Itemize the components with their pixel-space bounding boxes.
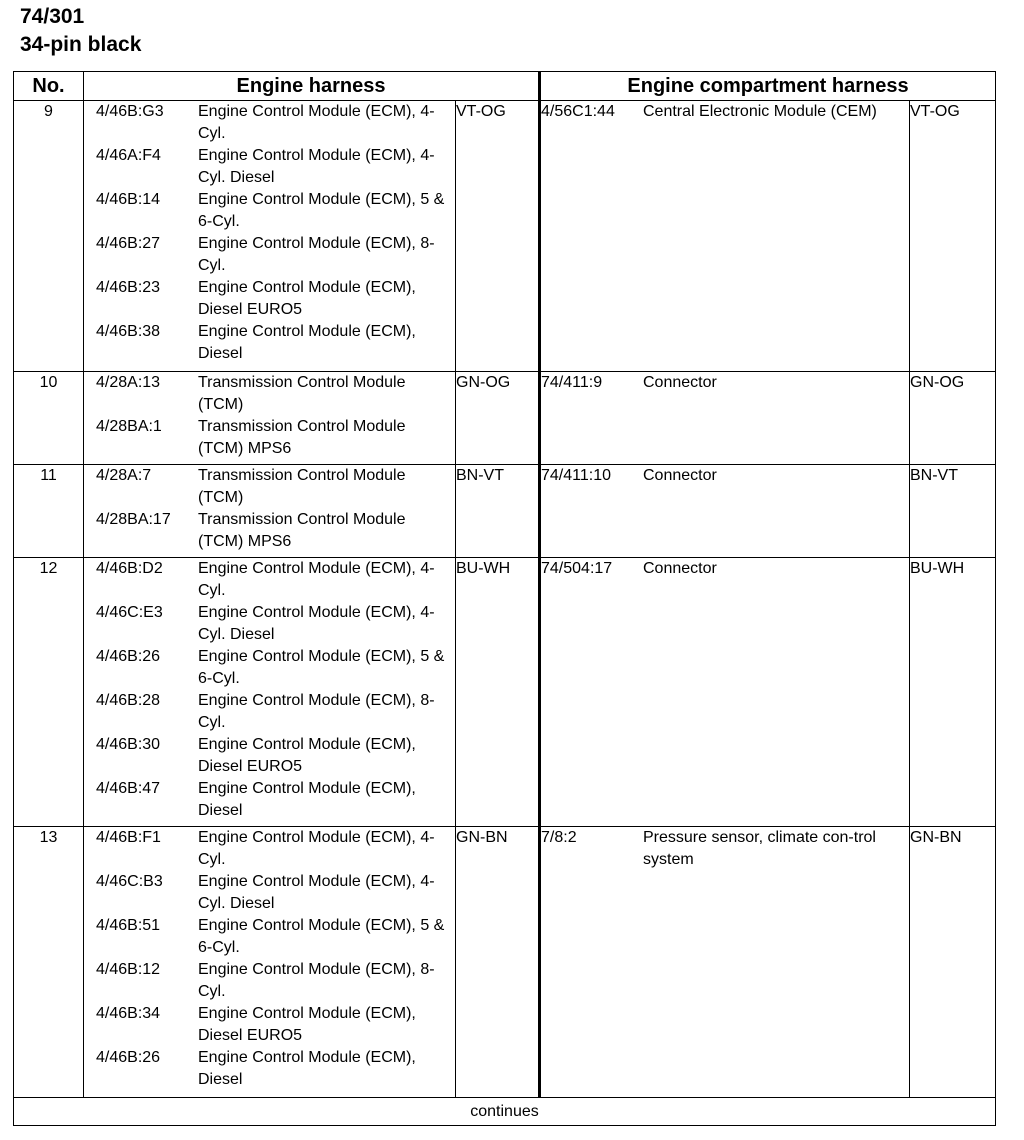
engine-code: 4/46B:47 bbox=[96, 780, 161, 797]
engine-harness-cell bbox=[84, 101, 456, 372]
table-row bbox=[14, 558, 996, 827]
engine-desc: Engine Control Module (ECM), 8-Cyl. bbox=[198, 692, 435, 731]
engine-wire-color: GN-BN bbox=[456, 827, 540, 1098]
engine-desc: Engine Control Module (ECM), 8-Cyl. bbox=[198, 235, 435, 274]
engine-entry bbox=[84, 558, 455, 602]
engine-entry bbox=[84, 277, 455, 321]
table-footer-row bbox=[14, 1098, 996, 1126]
engine-desc: Engine Control Module (ECM), 4-Cyl. bbox=[198, 829, 435, 868]
table-row bbox=[14, 372, 996, 465]
engine-desc: Engine Control Module (ECM), 8-Cyl. bbox=[198, 961, 435, 1000]
engine-entry bbox=[84, 416, 455, 460]
engine-desc: Engine Control Module (ECM), Diesel EURO5 bbox=[198, 1005, 416, 1044]
compartment-desc: Connector bbox=[643, 374, 717, 391]
engine-entry bbox=[84, 827, 455, 871]
column-header-engine-harness: Engine harness bbox=[84, 72, 540, 101]
engine-desc: Transmission Control Module (TCM) MPS6 bbox=[198, 418, 406, 457]
engine-code: 4/46B:G3 bbox=[96, 103, 164, 120]
engine-entry bbox=[84, 778, 455, 822]
compartment-desc: Central Electronic Module (CEM) bbox=[643, 103, 877, 120]
engine-code: 4/46B:14 bbox=[96, 191, 161, 208]
engine-desc: Engine Control Module (ECM), 4-Cyl. bbox=[198, 103, 435, 142]
continues-note: continues bbox=[14, 1098, 996, 1126]
engine-entry bbox=[84, 1047, 455, 1091]
engine-code: 4/28A:7 bbox=[96, 467, 152, 484]
engine-entry bbox=[84, 871, 455, 915]
engine-entry bbox=[84, 646, 455, 690]
engine-entry bbox=[84, 509, 455, 553]
engine-code: 4/46B:51 bbox=[96, 917, 161, 934]
compartment-harness-cell bbox=[540, 827, 910, 1098]
compartment-code: 7/8:2 bbox=[541, 829, 577, 846]
pin-number: 10 bbox=[14, 372, 84, 465]
engine-desc: Engine Control Module (ECM), Diesel bbox=[198, 780, 416, 819]
engine-code: 4/28BA:17 bbox=[96, 511, 171, 528]
engine-entry bbox=[84, 321, 455, 365]
engine-desc: Engine Control Module (ECM), 4-Cyl. Diesel bbox=[198, 873, 435, 912]
compartment-harness-cell bbox=[540, 372, 910, 465]
compartment-harness-cell bbox=[540, 101, 910, 372]
engine-code: 4/28BA:1 bbox=[96, 418, 162, 435]
pin-number: 11 bbox=[14, 465, 84, 558]
compartment-wire-color: GN-OG bbox=[910, 372, 996, 465]
compartment-entry bbox=[541, 465, 909, 487]
engine-desc: Engine Control Module (ECM), Diesel bbox=[198, 323, 416, 362]
engine-code: 4/46B:26 bbox=[96, 1049, 161, 1066]
table-header-row bbox=[14, 72, 996, 101]
engine-code: 4/46B:F1 bbox=[96, 829, 161, 846]
engine-desc: Engine Control Module (ECM), 4-Cyl. Diesel bbox=[198, 604, 435, 643]
pin-number: 13 bbox=[14, 827, 84, 1098]
pinout-table bbox=[13, 71, 996, 1126]
compartment-code: 4/56C1:44 bbox=[541, 103, 615, 120]
compartment-entry bbox=[541, 558, 909, 580]
engine-desc: Engine Control Module (ECM), 4-Cyl. bbox=[198, 560, 435, 599]
compartment-code: 74/504:17 bbox=[541, 560, 613, 577]
engine-wire-color: VT-OG bbox=[456, 101, 540, 372]
compartment-desc: Pressure sensor, climate con-trol system bbox=[643, 829, 876, 868]
engine-code: 4/46B:26 bbox=[96, 648, 161, 665]
compartment-harness-cell bbox=[540, 465, 910, 558]
connector-description: 34-pin black bbox=[20, 33, 142, 56]
table-row bbox=[14, 465, 996, 558]
engine-entry bbox=[84, 372, 455, 416]
engine-code: 4/46B:28 bbox=[96, 692, 161, 709]
engine-code: 4/46B:23 bbox=[96, 279, 161, 296]
engine-desc: Engine Control Module (ECM), 4-Cyl. Diesel bbox=[198, 147, 435, 186]
compartment-desc: Connector bbox=[643, 467, 717, 484]
engine-code: 4/46B:30 bbox=[96, 736, 161, 753]
engine-wire-color: GN-OG bbox=[456, 372, 540, 465]
engine-entry bbox=[84, 1003, 455, 1047]
compartment-wire-color: BU-WH bbox=[910, 558, 996, 827]
engine-code: 4/46B:D2 bbox=[96, 560, 163, 577]
engine-harness-cell bbox=[84, 372, 456, 465]
engine-code: 4/46B:34 bbox=[96, 1005, 161, 1022]
engine-desc: Transmission Control Module (TCM) bbox=[198, 374, 406, 413]
connector-id: 74/301 bbox=[20, 5, 85, 28]
pin-number: 12 bbox=[14, 558, 84, 827]
engine-code: 4/46C:B3 bbox=[96, 873, 163, 890]
engine-entry bbox=[84, 734, 455, 778]
engine-desc: Engine Control Module (ECM), 5 & 6-Cyl. bbox=[198, 191, 445, 230]
engine-entry bbox=[84, 189, 455, 233]
engine-wire-color: BN-VT bbox=[456, 465, 540, 558]
engine-entry bbox=[84, 959, 455, 1003]
column-header-no: No. bbox=[14, 72, 84, 101]
engine-entry bbox=[84, 101, 455, 145]
engine-entry bbox=[84, 915, 455, 959]
compartment-entry bbox=[541, 372, 909, 394]
compartment-wire-color: GN-BN bbox=[910, 827, 996, 1098]
engine-code: 4/46A:F4 bbox=[96, 147, 161, 164]
compartment-code: 74/411:9 bbox=[541, 374, 603, 391]
engine-harness-cell bbox=[84, 558, 456, 827]
compartment-entry bbox=[541, 101, 909, 123]
engine-code: 4/46B:12 bbox=[96, 961, 161, 978]
compartment-harness-cell bbox=[540, 558, 910, 827]
compartment-wire-color: BN-VT bbox=[910, 465, 996, 558]
engine-harness-cell bbox=[84, 827, 456, 1098]
engine-desc: Engine Control Module (ECM), Diesel bbox=[198, 1049, 416, 1088]
column-header-engine-compartment-harness: Engine compartment harness bbox=[540, 72, 996, 101]
engine-desc: Engine Control Module (ECM), Diesel EURO5 bbox=[198, 279, 416, 318]
engine-harness-cell bbox=[84, 465, 456, 558]
engine-code: 4/46C:E3 bbox=[96, 604, 163, 621]
engine-wire-color: BU-WH bbox=[456, 558, 540, 827]
engine-entry bbox=[84, 602, 455, 646]
engine-entry bbox=[84, 465, 455, 509]
table-row bbox=[14, 101, 996, 372]
engine-desc: Transmission Control Module (TCM) MPS6 bbox=[198, 511, 406, 550]
engine-desc: Engine Control Module (ECM), Diesel EURO5 bbox=[198, 736, 416, 775]
compartment-code: 74/411:10 bbox=[541, 467, 611, 484]
engine-desc: Engine Control Module (ECM), 5 & 6-Cyl. bbox=[198, 917, 445, 956]
engine-entry bbox=[84, 145, 455, 189]
engine-code: 4/28A:13 bbox=[96, 374, 161, 391]
engine-entry bbox=[84, 690, 455, 734]
table-row bbox=[14, 827, 996, 1098]
compartment-wire-color: VT-OG bbox=[910, 101, 996, 372]
pin-number: 9 bbox=[14, 101, 84, 372]
compartment-entry bbox=[541, 827, 909, 871]
engine-desc: Transmission Control Module (TCM) bbox=[198, 467, 406, 506]
engine-desc: Engine Control Module (ECM), 5 & 6-Cyl. bbox=[198, 648, 445, 687]
engine-entry bbox=[84, 233, 455, 277]
engine-code: 4/46B:38 bbox=[96, 323, 161, 340]
compartment-desc: Connector bbox=[643, 560, 717, 577]
engine-code: 4/46B:27 bbox=[96, 235, 161, 252]
